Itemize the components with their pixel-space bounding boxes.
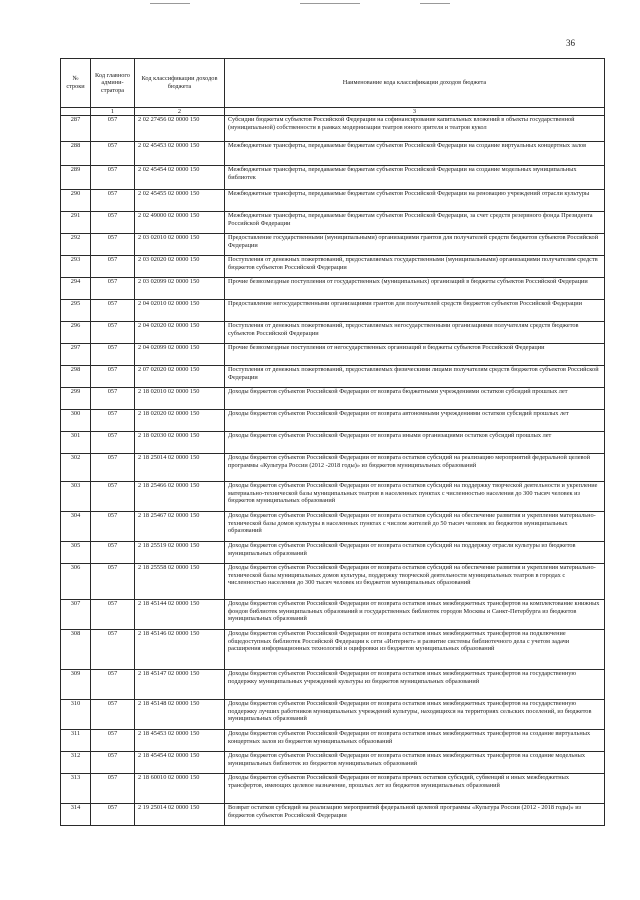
classification-name: Доходы бюджетов субъектов Российской Федерации от возврата остатков субсидий на поддержку творческой деятельности и укрепление материально-технической базы муниципальных театров в населенных пунктах с численностью населения до 300 тысяч человек из бюджетов муниципальных образований [225,482,605,512]
classification-name: Доходы бюджетов субъектов Российской Федерации от возврата остатков иных межбюджетных трансфертов на создание виртуальных концертных залов из бюджетов муниципальных образований [225,730,605,752]
table-row [61,542,605,564]
row-number: 287 [61,116,91,142]
scan-mark [420,3,450,4]
scan-top-edge [0,0,640,8]
classification-code: 2 02 45454 02 0000 150 [135,166,225,190]
admin-code: 057 [91,482,135,512]
classification-name: Доходы бюджетов субъектов Российской Федерации от возврата остатков иных межбюджетных трансфертов на государственную поддержку лучших работников муниципальных учреждений культуры, находящихся на территориях сельских поселений, из бюджетов муниципальных образований [225,700,605,730]
row-number: 311 [61,730,91,752]
admin-code: 057 [91,116,135,142]
classification-name: Поступления от денежных пожертвований, предоставляемых негосударственными организациями получателям средств бюджетов субъектов Российской Федерации [225,322,605,344]
classification-name: Предоставление государственными (муниципальными) организациями грантов для получателей средств бюджетов субъектов Российской Федерации [225,234,605,256]
classification-code: 2 18 45146 02 0000 150 [135,630,225,670]
admin-code: 057 [91,278,135,300]
table-header-row [61,59,605,108]
admin-code: 057 [91,366,135,388]
row-number: 312 [61,752,91,774]
table-row [61,804,605,826]
admin-code: 057 [91,212,135,234]
column-number: 2 [135,108,225,116]
row-number: 298 [61,366,91,388]
row-number: 300 [61,410,91,432]
classification-code: 2 18 02020 02 0000 150 [135,410,225,432]
row-number: 304 [61,512,91,542]
page-number: 36 [566,38,575,48]
header-classification-code: Код классификации доходов бюджета [135,59,225,108]
classification-code: 2 18 45147 02 0000 150 [135,670,225,700]
row-number: 307 [61,600,91,630]
table-row [61,454,605,482]
classification-name: Доходы бюджетов субъектов Российской Федерации от возврата прочих остатков субсидий, субвенций и иных межбюджетных трансфертов, имеющих целевое назначение, прошлых лет из бюджетов муниципальных образований [225,774,605,804]
row-number: 313 [61,774,91,804]
classification-name: Межбюджетные трансферты, передаваемые бюджетам субъектов Российской Федерации на создание виртуальных концертных залов [225,142,605,166]
table-row [61,166,605,190]
classification-name: Доходы бюджетов субъектов Российской Федерации от возврата остатков субсидий на обеспечение развития и укрепления материально-технической базы домов культуры в населенных пунктах с числом жителей до 50 тысяч человек из бюджетов муниципальных образований [225,512,605,542]
row-number: 303 [61,482,91,512]
classification-name: Доходы бюджетов субъектов Российской Федерации от возврата автономными учреждениями остатков субсидий прошлых лет [225,410,605,432]
scan-mark [150,3,190,4]
admin-code: 057 [91,344,135,366]
table-row [61,432,605,454]
header-row-number: № строки [61,59,91,108]
classification-code: 2 18 25467 02 0000 150 [135,512,225,542]
classification-code: 2 18 45454 02 0000 150 [135,752,225,774]
table-row [61,482,605,512]
classification-code: 2 07 02020 02 0000 150 [135,366,225,388]
classification-name: Доходы бюджетов субъектов Российской Федерации от возврата остатков иных межбюджетных трансфертов на комплектование книжных фондов библиотек муниципальных образований и государственных библиотек городов Москвы и Санкт-Петербурга из бюджетов муниципальных образований [225,600,605,630]
classification-code: 2 18 02010 02 0000 150 [135,388,225,410]
table-row [61,752,605,774]
row-number: 301 [61,432,91,454]
classification-code: 2 03 02010 02 0000 150 [135,234,225,256]
admin-code: 057 [91,256,135,278]
classification-name: Возврат остатков субсидий на реализацию мероприятий федеральной целевой программы «Культура России (2012 - 2018 годы)» из бюджетов субъектов Российской Федерации [225,804,605,826]
admin-code: 057 [91,142,135,166]
classification-name: Субсидии бюджетам субъектов Российской Федерации на софинансирование капитальных вложений в объекты государственной (муниципальной) собственности в рамках модернизации театров юного зрителя и театров кукол [225,116,605,142]
row-number: 288 [61,142,91,166]
row-number: 296 [61,322,91,344]
classification-name: Межбюджетные трансферты, передаваемые бюджетам субъектов Российской Федерации на создание модельных муниципальных библиотек [225,166,605,190]
classification-name: Доходы бюджетов субъектов Российской Федерации от возврата остатков субсидий на поддержку отрасли культуры из бюджетов муниципальных образований [225,542,605,564]
admin-code: 057 [91,234,135,256]
classification-name: Межбюджетные трансферты, передаваемые бюджетам субъектов Российской Федерации на реновацию учреждений отрасли культуры [225,190,605,212]
classification-name: Доходы бюджетов субъектов Российской Федерации от возврата остатков иных межбюджетных трансфертов на создание модельных муниципальных библиотек из бюджетов муниципальных образований [225,752,605,774]
table-row [61,278,605,300]
admin-code: 057 [91,388,135,410]
classification-name: Прочие безвозмездные поступления от государственных (муниципальных) организаций в бюджеты субъектов Российской Федерации [225,278,605,300]
classification-name: Доходы бюджетов субъектов Российской Федерации от возврата остатков субсидий на обеспечение развития и укрепления материально-технической базы муниципальных домов культуры, поддержку творческой деятельности муниципальных театров в городах с численностью населения до 300 тысяч человек из бюджетов муниципальных образований [225,564,605,600]
classification-name: Доходы бюджетов субъектов Российской Федерации от возврата бюджетными учреждениями остатков субсидий прошлых лет [225,388,605,410]
header-admin-code: Код главного админи-стратора [91,59,135,108]
classification-code: 2 04 02099 02 0000 150 [135,344,225,366]
table-row [61,300,605,322]
table-row [61,142,605,166]
table-row [61,344,605,366]
table-row [61,190,605,212]
admin-code: 057 [91,752,135,774]
admin-code: 057 [91,512,135,542]
column-number: 1 [91,108,135,116]
classification-name: Доходы бюджетов субъектов Российской Федерации от возврата остатков субсидий на реализацию мероприятий федеральной целевой программы «Культура России (2012 -2018 годы)» из бюджетов муниципальных образований [225,454,605,482]
classification-name: Поступления от денежных пожертвований, предоставляемых физическими лицами получателям средств бюджетов субъектов Российской Федерации [225,366,605,388]
admin-code: 057 [91,190,135,212]
classification-name: Доходы бюджетов субъектов Российской Федерации от возврата остатков иных межбюджетных трансфертов на государственную поддержку муниципальных учреждений культуры из бюджетов муниципальных образований [225,670,605,700]
row-number: 295 [61,300,91,322]
column-number [61,108,91,116]
classification-code: 2 02 45455 02 0000 150 [135,190,225,212]
row-number: 308 [61,630,91,670]
row-number: 292 [61,234,91,256]
classification-code: 2 18 45453 02 0000 150 [135,730,225,752]
table-row [61,730,605,752]
admin-code: 057 [91,564,135,600]
classification-code: 2 18 25558 02 0000 150 [135,564,225,600]
row-number: 289 [61,166,91,190]
row-number: 291 [61,212,91,234]
row-number: 294 [61,278,91,300]
row-number: 293 [61,256,91,278]
classification-code: 2 04 02020 02 0000 150 [135,322,225,344]
admin-code: 057 [91,630,135,670]
table-row [61,410,605,432]
classification-code: 2 02 27456 02 0000 150 [135,116,225,142]
classification-code: 2 18 45148 02 0000 150 [135,700,225,730]
table-row [61,116,605,142]
table-row [61,700,605,730]
revenue-classification-table [60,58,605,826]
row-number: 299 [61,388,91,410]
classification-code: 2 18 45144 02 0000 150 [135,600,225,630]
classification-name: Доходы бюджетов субъектов Российской Федерации от возврата остатков иных межбюджетных трансфертов на подключение общедоступных библиотек Российской Федерации к сети «Интернет» и развитие системы библиотечного дела с учетом задачи расширения информационных технологий и оцифровки из бюджетов муниципальных образований [225,630,605,670]
scan-mark [300,3,360,4]
admin-code: 057 [91,454,135,482]
table-row [61,600,605,630]
admin-code: 057 [91,166,135,190]
classification-code: 2 03 02020 02 0000 150 [135,256,225,278]
admin-code: 057 [91,774,135,804]
table-row [61,388,605,410]
admin-code: 057 [91,322,135,344]
classification-code: 2 02 45453 02 0000 150 [135,142,225,166]
admin-code: 057 [91,670,135,700]
classification-code: 2 18 02030 02 0000 150 [135,432,225,454]
admin-code: 057 [91,432,135,454]
classification-code: 2 18 25519 02 0000 150 [135,542,225,564]
table-row [61,366,605,388]
classification-name: Предоставление негосударственными организациями грантов для получателей средств бюджетов субъектов Российской Федерации [225,300,605,322]
table-row [61,512,605,542]
admin-code: 057 [91,300,135,322]
table-row [61,212,605,234]
classification-code: 2 18 25466 02 0000 150 [135,482,225,512]
admin-code: 057 [91,542,135,564]
row-number: 309 [61,670,91,700]
header-classification-name: Наименование кода классификации доходов бюджета [225,59,605,108]
table-row [61,322,605,344]
table-row [61,234,605,256]
classification-code: 2 18 60010 02 0000 150 [135,774,225,804]
classification-name: Поступления от денежных пожертвований, предоставляемых государственными (муниципальными) организациями получателям средств бюджетов субъектов Российской Федерации [225,256,605,278]
row-number: 305 [61,542,91,564]
classification-code: 2 03 02099 02 0000 150 [135,278,225,300]
admin-code: 057 [91,410,135,432]
row-number: 302 [61,454,91,482]
table-row [61,256,605,278]
table-row [61,670,605,700]
row-number: 290 [61,190,91,212]
column-number: 3 [225,108,605,116]
classification-code: 2 19 25014 02 0000 150 [135,804,225,826]
column-number-row [61,108,605,116]
table-row [61,774,605,804]
classification-name: Прочие безвозмездные поступления от негосударственных организаций в бюджеты субъектов Российской Федерации [225,344,605,366]
classification-code: 2 02 49000 02 0000 150 [135,212,225,234]
row-number: 306 [61,564,91,600]
admin-code: 057 [91,600,135,630]
row-number: 297 [61,344,91,366]
admin-code: 057 [91,700,135,730]
admin-code: 057 [91,730,135,752]
classification-code: 2 18 25014 02 0000 150 [135,454,225,482]
admin-code: 057 [91,804,135,826]
classification-name: Доходы бюджетов субъектов Российской Федерации от возврата иными организациями остатков субсидий прошлых лет [225,432,605,454]
row-number: 310 [61,700,91,730]
classification-name: Межбюджетные трансферты, передаваемые бюджетам субъектов Российской Федерации, за счет средств резервного фонда Президента Российской Федерации [225,212,605,234]
table-row [61,564,605,600]
table-row [61,630,605,670]
table-body [61,116,605,826]
classification-code: 2 04 02010 02 0000 150 [135,300,225,322]
row-number: 314 [61,804,91,826]
